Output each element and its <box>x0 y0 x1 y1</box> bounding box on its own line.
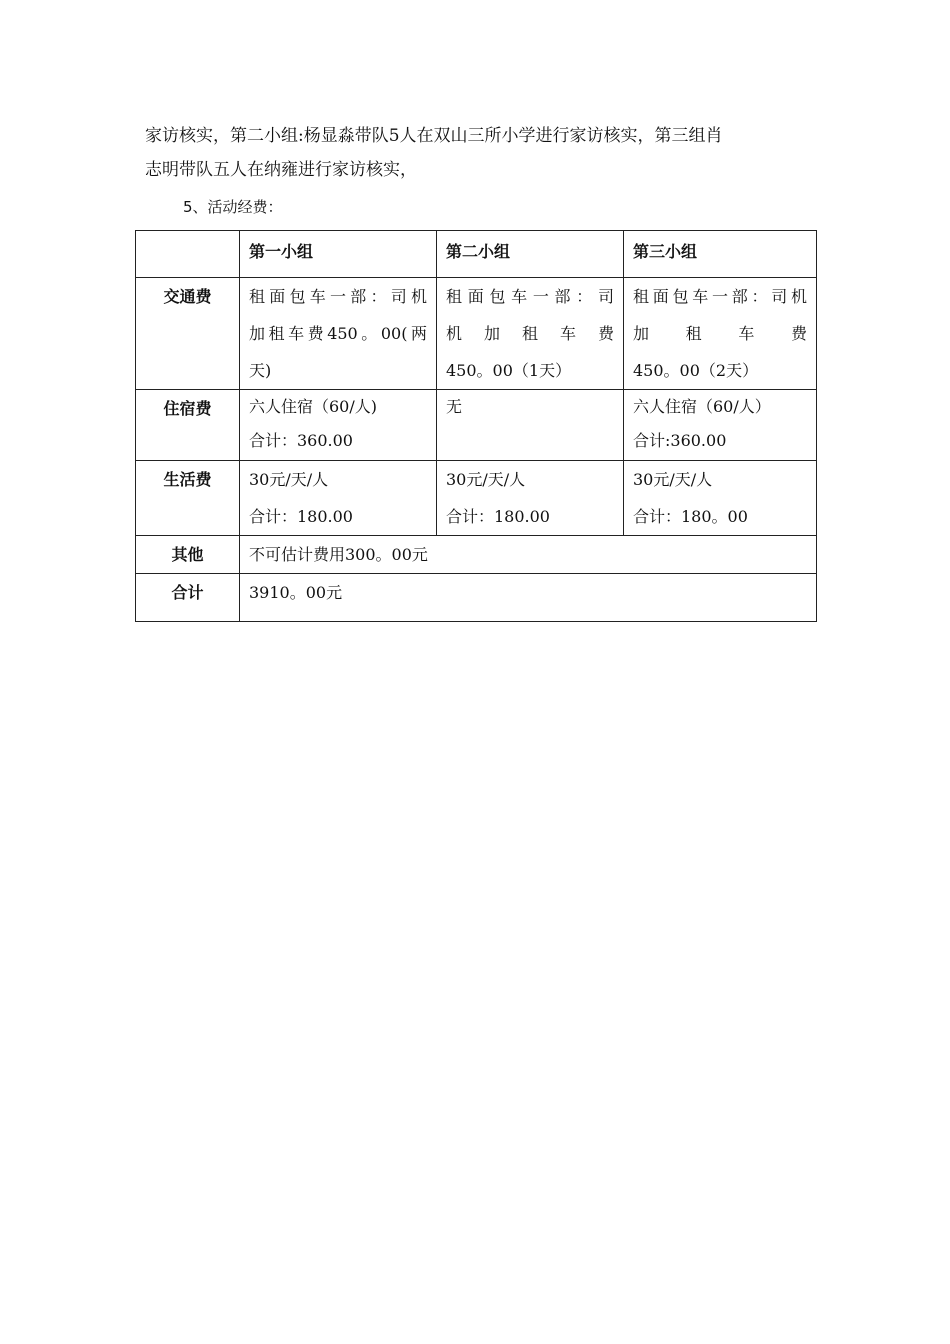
cell-lodging-group-2 <box>437 390 624 461</box>
cell-line: 30元/天/人 <box>249 470 329 489</box>
cell-line: 机 加 租 车 费 <box>446 324 614 343</box>
header-group-2: 第二小组 <box>437 231 624 278</box>
cell-transport-group-3 <box>624 278 817 390</box>
cell-line: 加 租 车 费 <box>633 324 807 343</box>
cell-lodging-group-1 <box>240 390 437 461</box>
cell-living-group-3 <box>624 461 817 536</box>
header-blank-cell <box>136 231 240 278</box>
table-row-other <box>136 536 817 574</box>
cell-lodging-group-3 <box>624 390 817 461</box>
row-label-other: 其他 <box>136 536 240 574</box>
cell-line: 六人住宿（60/人） <box>633 397 771 416</box>
table-header-row <box>136 231 817 278</box>
row-label-lodging: 住宿费 <box>136 390 240 461</box>
cell-line: 六人住宿（60/人) <box>249 397 377 416</box>
cell-line: 租面包车一部：司机 <box>249 287 427 306</box>
cell-line: 合计：180.00 <box>249 507 353 526</box>
body-paragraph-line-2: 志明带队五人在纳雍进行家访核实， <box>145 160 417 180</box>
header-group-1: 第一小组 <box>240 231 437 278</box>
cell-living-group-1 <box>240 461 437 536</box>
body-paragraph-line-1: 家访核实，第二小组:杨显淼带队5人在双山三所小学进行家访核实，第三组肖 <box>145 126 723 146</box>
cell-living-group-2 <box>437 461 624 536</box>
cell-line: 加租车费450。00(两 <box>249 324 427 343</box>
cell-line: 租面包车一部：司机 <box>633 287 807 306</box>
cell-line: 450。00（1天） <box>446 361 572 380</box>
cell-line: 合计：360.00 <box>249 431 353 450</box>
table-row-transport <box>136 278 817 390</box>
header-group-3: 第三小组 <box>624 231 817 278</box>
cell-line: 无 <box>446 397 463 416</box>
cell-line: 450。00（2天） <box>633 361 759 380</box>
cell-line: 租面包车一部：司 <box>446 287 614 306</box>
cell-line: 30元/天/人 <box>633 470 713 489</box>
cell-line: 合计:360.00 <box>633 431 727 450</box>
cell-total-value: 3910。00元 <box>240 574 817 622</box>
row-label-living: 生活费 <box>136 461 240 536</box>
table-row-lodging <box>136 390 817 461</box>
row-label-transport: 交通费 <box>136 278 240 390</box>
expense-table <box>135 230 817 622</box>
cell-line: 合计：180.00 <box>446 507 550 526</box>
table-row-living <box>136 461 817 536</box>
cell-transport-group-2 <box>437 278 624 390</box>
cell-line: 合计：180。00 <box>633 507 748 526</box>
cell-line: 30元/天/人 <box>446 470 526 489</box>
cell-transport-group-1 <box>240 278 437 390</box>
row-label-total: 合计 <box>136 574 240 622</box>
table-row-total <box>136 574 817 622</box>
section-heading-activity-expenses: 5、活动经费： <box>183 198 283 216</box>
cell-line: 天) <box>249 361 272 380</box>
cell-other-value: 不可估计费用300。00元 <box>240 536 817 574</box>
